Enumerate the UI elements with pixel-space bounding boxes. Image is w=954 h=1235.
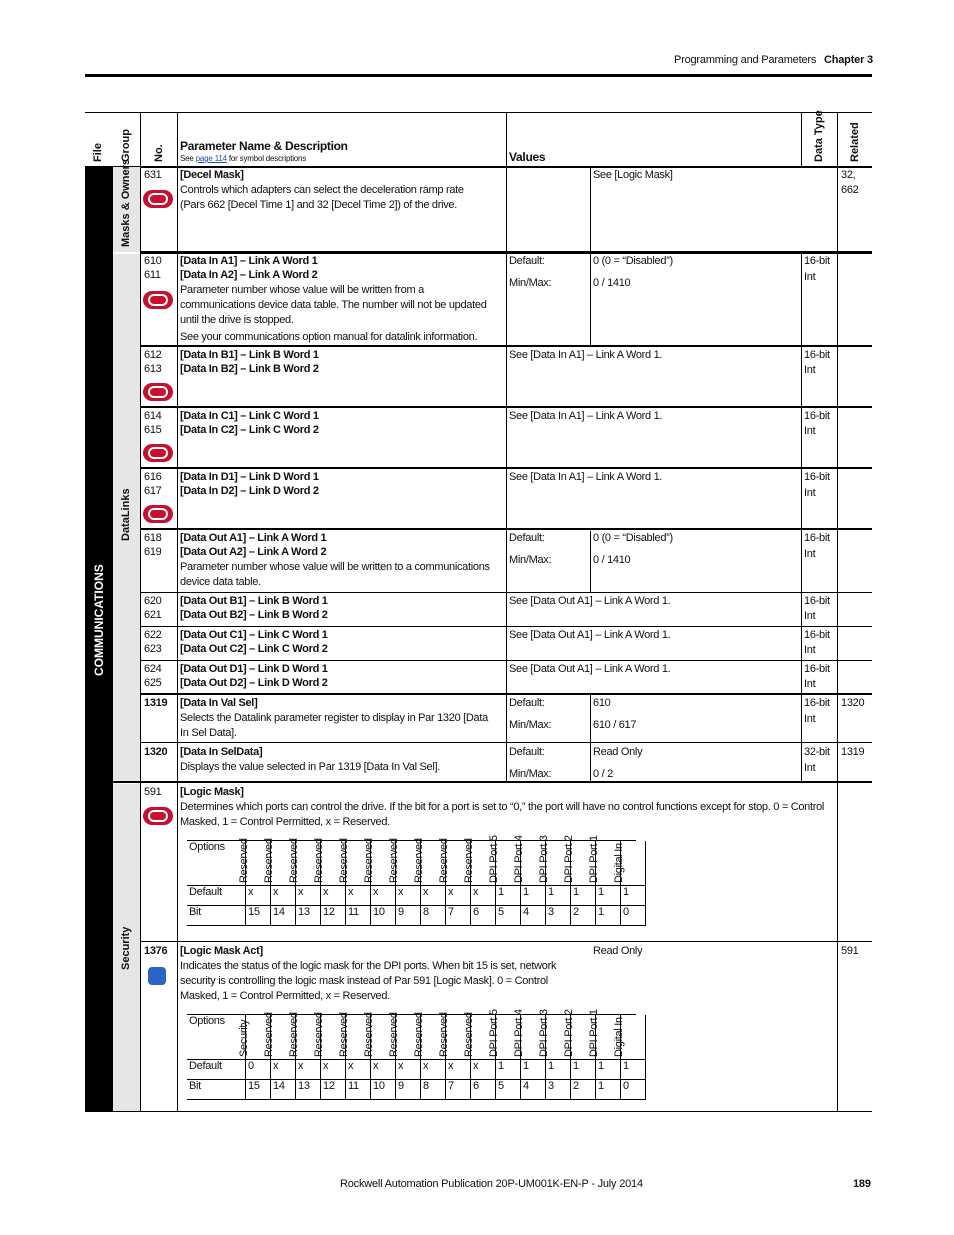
col-header-group: Group <box>120 129 132 162</box>
param-no-1319: 1319 <box>144 697 168 709</box>
data-type-612: 16-bit <box>804 349 830 361</box>
bit-option-label: Reserved <box>413 838 425 883</box>
bit-default-cell: x <box>421 1060 446 1080</box>
param-no-616: 616 <box>144 471 162 483</box>
bit-default-cell: x <box>271 886 296 906</box>
bit-number-cell: 6 <box>471 906 496 926</box>
bit-option-label: Reserved <box>263 1012 275 1057</box>
param-value-624: See [Data Out A1] – Link A Word 1. <box>509 663 671 675</box>
read-write-icon <box>143 444 173 462</box>
footer-page-number: 189 <box>853 1178 871 1190</box>
bit-default-cell: x <box>371 886 396 906</box>
row-rule <box>140 406 872 408</box>
bit-option-label: Reserved <box>288 838 300 883</box>
row-rule <box>140 693 872 695</box>
row-rule <box>140 467 872 469</box>
param-name-1319: [Data In Val Sel] <box>180 697 258 709</box>
symbol-page-link[interactable]: page 114 <box>195 154 227 163</box>
col-line-values-hdr <box>506 112 507 167</box>
bit-number-cell: 8 <box>421 1080 446 1100</box>
param-no-1320: 1320 <box>144 746 168 758</box>
data-type-614-b: Int <box>804 425 816 437</box>
row-rule <box>140 528 872 530</box>
param-related-1319: 1320 <box>841 697 865 709</box>
param-value-620: See [Data Out A1] – Link A Word 1. <box>509 595 671 607</box>
bit-number-cell: 1 <box>596 1080 621 1100</box>
bit-row-label: Bit <box>187 906 246 926</box>
read-write-icon <box>143 291 173 309</box>
param-value-614: See [Data In A1] – Link A Word 1. <box>509 410 663 422</box>
row-rule <box>140 592 872 593</box>
bit-option-label: DPI Port 4 <box>513 835 525 883</box>
bit-number-cell: 9 <box>396 906 421 926</box>
bit-number-cell: 7 <box>446 906 471 926</box>
bit-number-cell: 3 <box>546 1080 571 1100</box>
bit-row-label: Options <box>187 1015 246 1060</box>
bit-default-cell: 1 <box>571 1060 596 1080</box>
default-label: Default: <box>509 746 545 758</box>
bit-option-label: Reserved <box>313 1012 325 1057</box>
bit-default-cell: 1 <box>521 886 546 906</box>
param-no-620: 620 <box>144 595 162 607</box>
bit-default-cell: 1 <box>546 886 571 906</box>
param-name-622: [Data Out C1] – Link C Word 1 <box>180 629 328 641</box>
bit-default-cell: 0 <box>246 1060 271 1080</box>
bit-number-cell: 12 <box>321 906 346 926</box>
bit-option-label: Digital In <box>613 843 625 883</box>
default-label: Default: <box>509 532 545 544</box>
param-value-1376: Read Only <box>593 945 643 957</box>
param-desc2-610: See your communications option manual for datalink information. <box>180 331 478 343</box>
bit-number-cell: 15 <box>246 906 271 926</box>
param-name-625: [Data Out D2] – Link D Word 2 <box>180 677 328 689</box>
bit-default-cell: x <box>446 1060 471 1080</box>
bit-default-cell: 1 <box>521 1060 546 1080</box>
bit-option-label: DPI Port 2 <box>563 835 575 883</box>
data-type-610-b: Int <box>804 271 816 283</box>
data-type-1320-b: Int <box>804 762 816 774</box>
col-header-name: Parameter Name & Description <box>180 139 348 153</box>
param-name-612: [Data In B1] – Link B Word 1 <box>180 349 319 361</box>
minmax-value-1320: 0 / 2 <box>593 768 613 780</box>
bit-default-cell: 1 <box>546 1060 571 1080</box>
param-name-631: [Decel Mask] <box>180 169 244 181</box>
bit-table-row <box>187 906 646 926</box>
bit-default-cell: x <box>371 1060 396 1080</box>
bit-option-label: Reserved <box>388 838 400 883</box>
bit-default-cell: x <box>296 886 321 906</box>
data-type-1319-b: Int <box>804 713 816 725</box>
param-desc-1320: Displays the value selected in Par 1319 [Data In Val Sel]. <box>180 761 440 773</box>
data-type-1319: 16-bit <box>804 697 830 709</box>
bit-table-row <box>187 1015 646 1060</box>
bit-default-cell: x <box>271 1060 296 1080</box>
bit-table-591 <box>187 835 646 926</box>
param-name-619: [Data Out A2] – Link A Word 2 <box>180 546 327 558</box>
bit-option-label: DPI Port 1 <box>588 835 600 883</box>
footer-publication: Rockwell Automation Publication 20P-UM001K-EN-P - July 2014 <box>340 1178 643 1190</box>
param-desc-591: Determines which ports can control the drive. If the bit for a port is set to “0,” the port will have no control functions except for stop. 0 = Control Masked, 1 = Control Permitted, x = Reserved. <box>180 801 825 828</box>
param-no-610: 610 <box>144 255 162 267</box>
minmax-label: Min/Max: <box>509 277 552 289</box>
data-type-618-b: Int <box>804 548 816 560</box>
data-type-616: 16-bit <box>804 471 830 483</box>
param-related-631: 32, 662 <box>841 169 859 196</box>
param-name-621: [Data Out B2] – Link B Word 2 <box>180 609 328 621</box>
bit-table-row <box>187 1060 646 1080</box>
bit-option-label: Reserved <box>463 838 475 883</box>
bit-number-cell: 12 <box>321 1080 346 1100</box>
bit-number-cell: 0 <box>621 1080 646 1100</box>
bit-number-cell: 3 <box>546 906 571 926</box>
bit-option-label: Digital In <box>613 1017 625 1057</box>
bit-option-label: Reserved <box>388 1012 400 1057</box>
minmax-label: Min/Max: <box>509 768 552 780</box>
col-line-related <box>837 112 838 1112</box>
minmax-value-610: 0 / 1410 <box>593 277 631 289</box>
param-no-625: 625 <box>144 677 162 689</box>
col-line-values-sub-b <box>590 254 591 346</box>
param-no-622: 622 <box>144 629 162 641</box>
bit-option-label: DPI Port 1 <box>588 1009 600 1057</box>
bit-row-label: Bit <box>187 1080 246 1100</box>
bit-option-label: DPI Port 5 <box>488 835 500 883</box>
col-header-data-type: Data Type <box>813 110 825 162</box>
minmax-value-1319: 610 / 617 <box>593 719 637 731</box>
bit-default-cell: x <box>321 886 346 906</box>
param-value-622: See [Data Out A1] – Link A Word 1. <box>509 629 671 641</box>
bit-table-row <box>187 841 646 886</box>
data-type-620-b: Int <box>804 610 816 622</box>
param-name-624: [Data Out D1] – Link D Word 1 <box>180 663 328 675</box>
param-value-616: See [Data In A1] – Link A Word 1. <box>509 471 663 483</box>
default-label: Default: <box>509 255 545 267</box>
default-label: Default: <box>509 697 545 709</box>
col-line-dtype <box>801 254 802 782</box>
param-no-613: 613 <box>144 363 162 375</box>
param-name-618: [Data Out A1] – Link A Word 1 <box>180 532 327 544</box>
bit-default-cell: 1 <box>596 1060 621 1080</box>
bit-default-cell: x <box>346 886 371 906</box>
param-name-613: [Data In B2] – Link B Word 2 <box>180 363 319 375</box>
bit-number-cell: 2 <box>571 906 596 926</box>
col-line-values <box>506 167 507 782</box>
bit-number-cell: 4 <box>521 906 546 926</box>
bit-number-cell: 9 <box>396 1080 421 1100</box>
bit-row-label: Options <box>187 841 246 886</box>
row-rule <box>140 941 872 942</box>
param-no-591: 591 <box>144 786 162 798</box>
bit-number-cell: 0 <box>621 906 646 926</box>
param-desc-618: Parameter number whose value will be written to a communications device data table. <box>180 561 490 588</box>
bit-number-cell: 2 <box>571 1080 596 1100</box>
bit-number-cell: 1 <box>596 906 621 926</box>
bit-default-cell: x <box>246 886 271 906</box>
bit-option-label: Reserved <box>288 1012 300 1057</box>
default-value-610: 0 (0 = “Disabled”) <box>593 255 673 267</box>
bit-option-label: Reserved <box>363 838 375 883</box>
bit-option-label: DPI Port 5 <box>488 1009 500 1057</box>
bit-number-cell: 15 <box>246 1080 271 1100</box>
param-desc-631: Controls which adapters can select the deceleration ramp rate (Pars 662 [Decel Time 1] and 32 [Decel Time 2]) of the drive. <box>180 184 464 211</box>
bit-number-cell: 10 <box>371 1080 396 1100</box>
data-type-1320: 32-bit <box>804 746 830 758</box>
param-name-611: [Data In A2] – Link A Word 2 <box>180 269 318 281</box>
bit-option-label: DPI Port 3 <box>538 835 550 883</box>
param-name-591: [Logic Mask] <box>180 786 244 798</box>
bit-option-label: Reserved <box>438 838 450 883</box>
bit-default-cell: x <box>396 1060 421 1080</box>
param-no-619: 619 <box>144 546 162 558</box>
bit-number-cell: 4 <box>521 1080 546 1100</box>
bit-option-label: Reserved <box>313 838 325 883</box>
param-desc-610: Parameter number whose value will be written from a communications device data table. The number will not be updated until the drive is stopped. <box>180 284 487 326</box>
data-type-616-b: Int <box>804 487 816 499</box>
default-value-618: 0 (0 = “Disabled”) <box>593 532 673 544</box>
bit-default-cell: 1 <box>496 1060 521 1080</box>
symbol-note-prefix: See <box>180 154 194 163</box>
bit-number-cell: 14 <box>271 906 296 926</box>
row-rule <box>140 742 872 743</box>
symbol-note <box>180 154 306 163</box>
read-write-icon <box>143 190 173 208</box>
running-header-section: Programming and Parameters <box>674 54 817 66</box>
group-datalinks-label: DataLinks <box>120 488 132 541</box>
bit-row-label: Default <box>187 1060 246 1080</box>
param-desc-1319: Selects the Datalink parameter register to display in Par 1320 [Data In Sel Data]. <box>180 712 488 739</box>
col-line-dtype-hdr <box>801 112 802 167</box>
bit-default-cell: x <box>346 1060 371 1080</box>
bit-number-cell: 13 <box>296 906 321 926</box>
bit-default-cell: 1 <box>496 886 521 906</box>
param-no-618: 618 <box>144 532 162 544</box>
read-write-icon <box>143 505 173 523</box>
running-header-chapter: Chapter 3 <box>824 54 873 66</box>
bit-option-label: Reserved <box>463 1012 475 1057</box>
data-type-618: 16-bit <box>804 532 830 544</box>
param-value-631: See [Logic Mask] <box>593 169 673 181</box>
bit-default-cell: x <box>471 886 496 906</box>
data-type-612-b: Int <box>804 364 816 376</box>
col-header-related: Related <box>849 122 861 162</box>
param-name-610: [Data In A1] – Link A Word 1 <box>180 255 318 267</box>
data-type-610: 16-bit <box>804 255 830 267</box>
bit-number-cell: 7 <box>446 1080 471 1100</box>
param-name-615: [Data In C2] – Link C Word 2 <box>180 424 319 436</box>
row-rule <box>140 626 872 627</box>
col-header-no: No. <box>153 144 165 162</box>
row-rule <box>140 345 872 347</box>
data-type-624: 16-bit <box>804 663 830 675</box>
col-line-values-sub-c <box>590 531 591 593</box>
minmax-label: Min/Max: <box>509 554 552 566</box>
param-name-1376: [Logic Mask Act] <box>180 945 263 957</box>
bit-default-cell: x <box>421 886 446 906</box>
param-related-1376: 591 <box>841 945 859 957</box>
data-type-622: 16-bit <box>804 629 830 641</box>
bit-option-label: DPI Port 4 <box>513 1009 525 1057</box>
bit-default-cell: x <box>446 886 471 906</box>
param-no-612: 612 <box>144 349 162 361</box>
bit-default-cell: 1 <box>621 1060 646 1080</box>
symbol-note-suffix: for symbol descriptions <box>228 154 307 163</box>
bit-option-cell <box>613 1015 646 1060</box>
header-rule <box>85 74 872 77</box>
bit-number-cell: 11 <box>346 906 371 926</box>
bit-default-cell: 1 <box>621 886 646 906</box>
bit-default-cell: x <box>296 1060 321 1080</box>
table-top-rule <box>85 112 872 113</box>
col-line-name <box>177 112 178 1112</box>
bit-row-label: Default <box>187 886 246 906</box>
file-label: COMMUNICATIONS <box>92 564 106 676</box>
minmax-label: Min/Max: <box>509 719 552 731</box>
group-masks-label: Masks & Owners <box>120 158 132 247</box>
row-rule <box>140 660 872 661</box>
param-value-612: See [Data In A1] – Link A Word 1. <box>509 349 663 361</box>
data-type-622-b: Int <box>804 644 816 656</box>
bit-number-cell: 11 <box>346 1080 371 1100</box>
bit-default-cell: 1 <box>596 886 621 906</box>
bit-default-cell: x <box>396 886 421 906</box>
bit-number-cell: 8 <box>421 906 446 926</box>
col-header-file: File <box>92 143 104 162</box>
bit-number-cell: 10 <box>371 906 396 926</box>
param-no-617: 617 <box>144 485 162 497</box>
bit-option-label: Reserved <box>338 838 350 883</box>
param-name-616: [Data In D1] – Link D Word 1 <box>180 471 319 483</box>
bit-option-label: DPI Port 2 <box>563 1009 575 1057</box>
param-no-621: 621 <box>144 609 162 621</box>
param-related-1320: 1319 <box>841 746 865 758</box>
bit-default-cell: x <box>471 1060 496 1080</box>
bit-option-label: Reserved <box>338 1012 350 1057</box>
bit-option-label: Security <box>238 1019 250 1057</box>
bit-default-cell: x <box>321 1060 346 1080</box>
param-name-620: [Data Out B1] – Link B Word 1 <box>180 595 328 607</box>
read-only-icon <box>148 967 166 985</box>
param-name-617: [Data In D2] – Link D Word 2 <box>180 485 319 497</box>
data-type-614: 16-bit <box>804 410 830 422</box>
bit-option-label: Reserved <box>438 1012 450 1057</box>
col-line-values-sub-a <box>590 167 591 252</box>
param-name-623: [Data Out C2] – Link C Word 2 <box>180 643 328 655</box>
data-type-624-b: Int <box>804 678 816 690</box>
bit-option-label: DPI Port 3 <box>538 1009 550 1057</box>
param-desc-1376: Indicates the status of the logic mask for the DPI ports. When bit 15 is set, network security is controlling the logic mask instead of Par 591 [Logic Mask]. 0 = Control Masked, 1 = Control Permitted, x = Reserved. <box>180 960 557 1002</box>
bit-table-row <box>187 886 646 906</box>
param-no-611: 611 <box>144 269 161 281</box>
param-name-1320: [Data In SelData] <box>180 746 263 758</box>
bit-option-cell <box>613 841 646 886</box>
read-write-icon <box>143 807 173 825</box>
bit-number-cell: 6 <box>471 1080 496 1100</box>
row-rule <box>113 781 872 783</box>
default-value-1320: Read Only <box>593 746 643 758</box>
default-value-1319: 610 <box>593 697 611 709</box>
param-no-631: 631 <box>144 169 162 181</box>
bit-number-cell: 14 <box>271 1080 296 1100</box>
param-no-1376: 1376 <box>144 945 168 957</box>
table-bottom-rule <box>85 1111 872 1112</box>
param-no-614: 614 <box>144 410 162 422</box>
data-type-620: 16-bit <box>804 595 830 607</box>
col-header-values: Values <box>509 150 546 164</box>
bit-option-label: Reserved <box>413 1012 425 1057</box>
group-security-label: Security <box>120 926 132 970</box>
param-no-615: 615 <box>144 424 162 436</box>
bit-table-1376 <box>187 1009 646 1100</box>
col-line-values-sub-d <box>590 695 591 782</box>
bit-option-label: Reserved <box>263 838 275 883</box>
bit-option-label: Reserved <box>238 838 250 883</box>
bit-option-label: Reserved <box>363 1012 375 1057</box>
minmax-value-618: 0 / 1410 <box>593 554 631 566</box>
param-no-623: 623 <box>144 643 162 655</box>
bit-default-cell: 1 <box>571 886 596 906</box>
param-name-614: [Data In C1] – Link C Word 1 <box>180 410 319 422</box>
bit-number-cell: 5 <box>496 906 521 926</box>
bit-number-cell: 5 <box>496 1080 521 1100</box>
bit-number-cell: 13 <box>296 1080 321 1100</box>
read-write-icon <box>143 383 173 401</box>
bit-table-row <box>187 1080 646 1100</box>
param-no-624: 624 <box>144 663 162 675</box>
col-line-no <box>140 112 141 1112</box>
